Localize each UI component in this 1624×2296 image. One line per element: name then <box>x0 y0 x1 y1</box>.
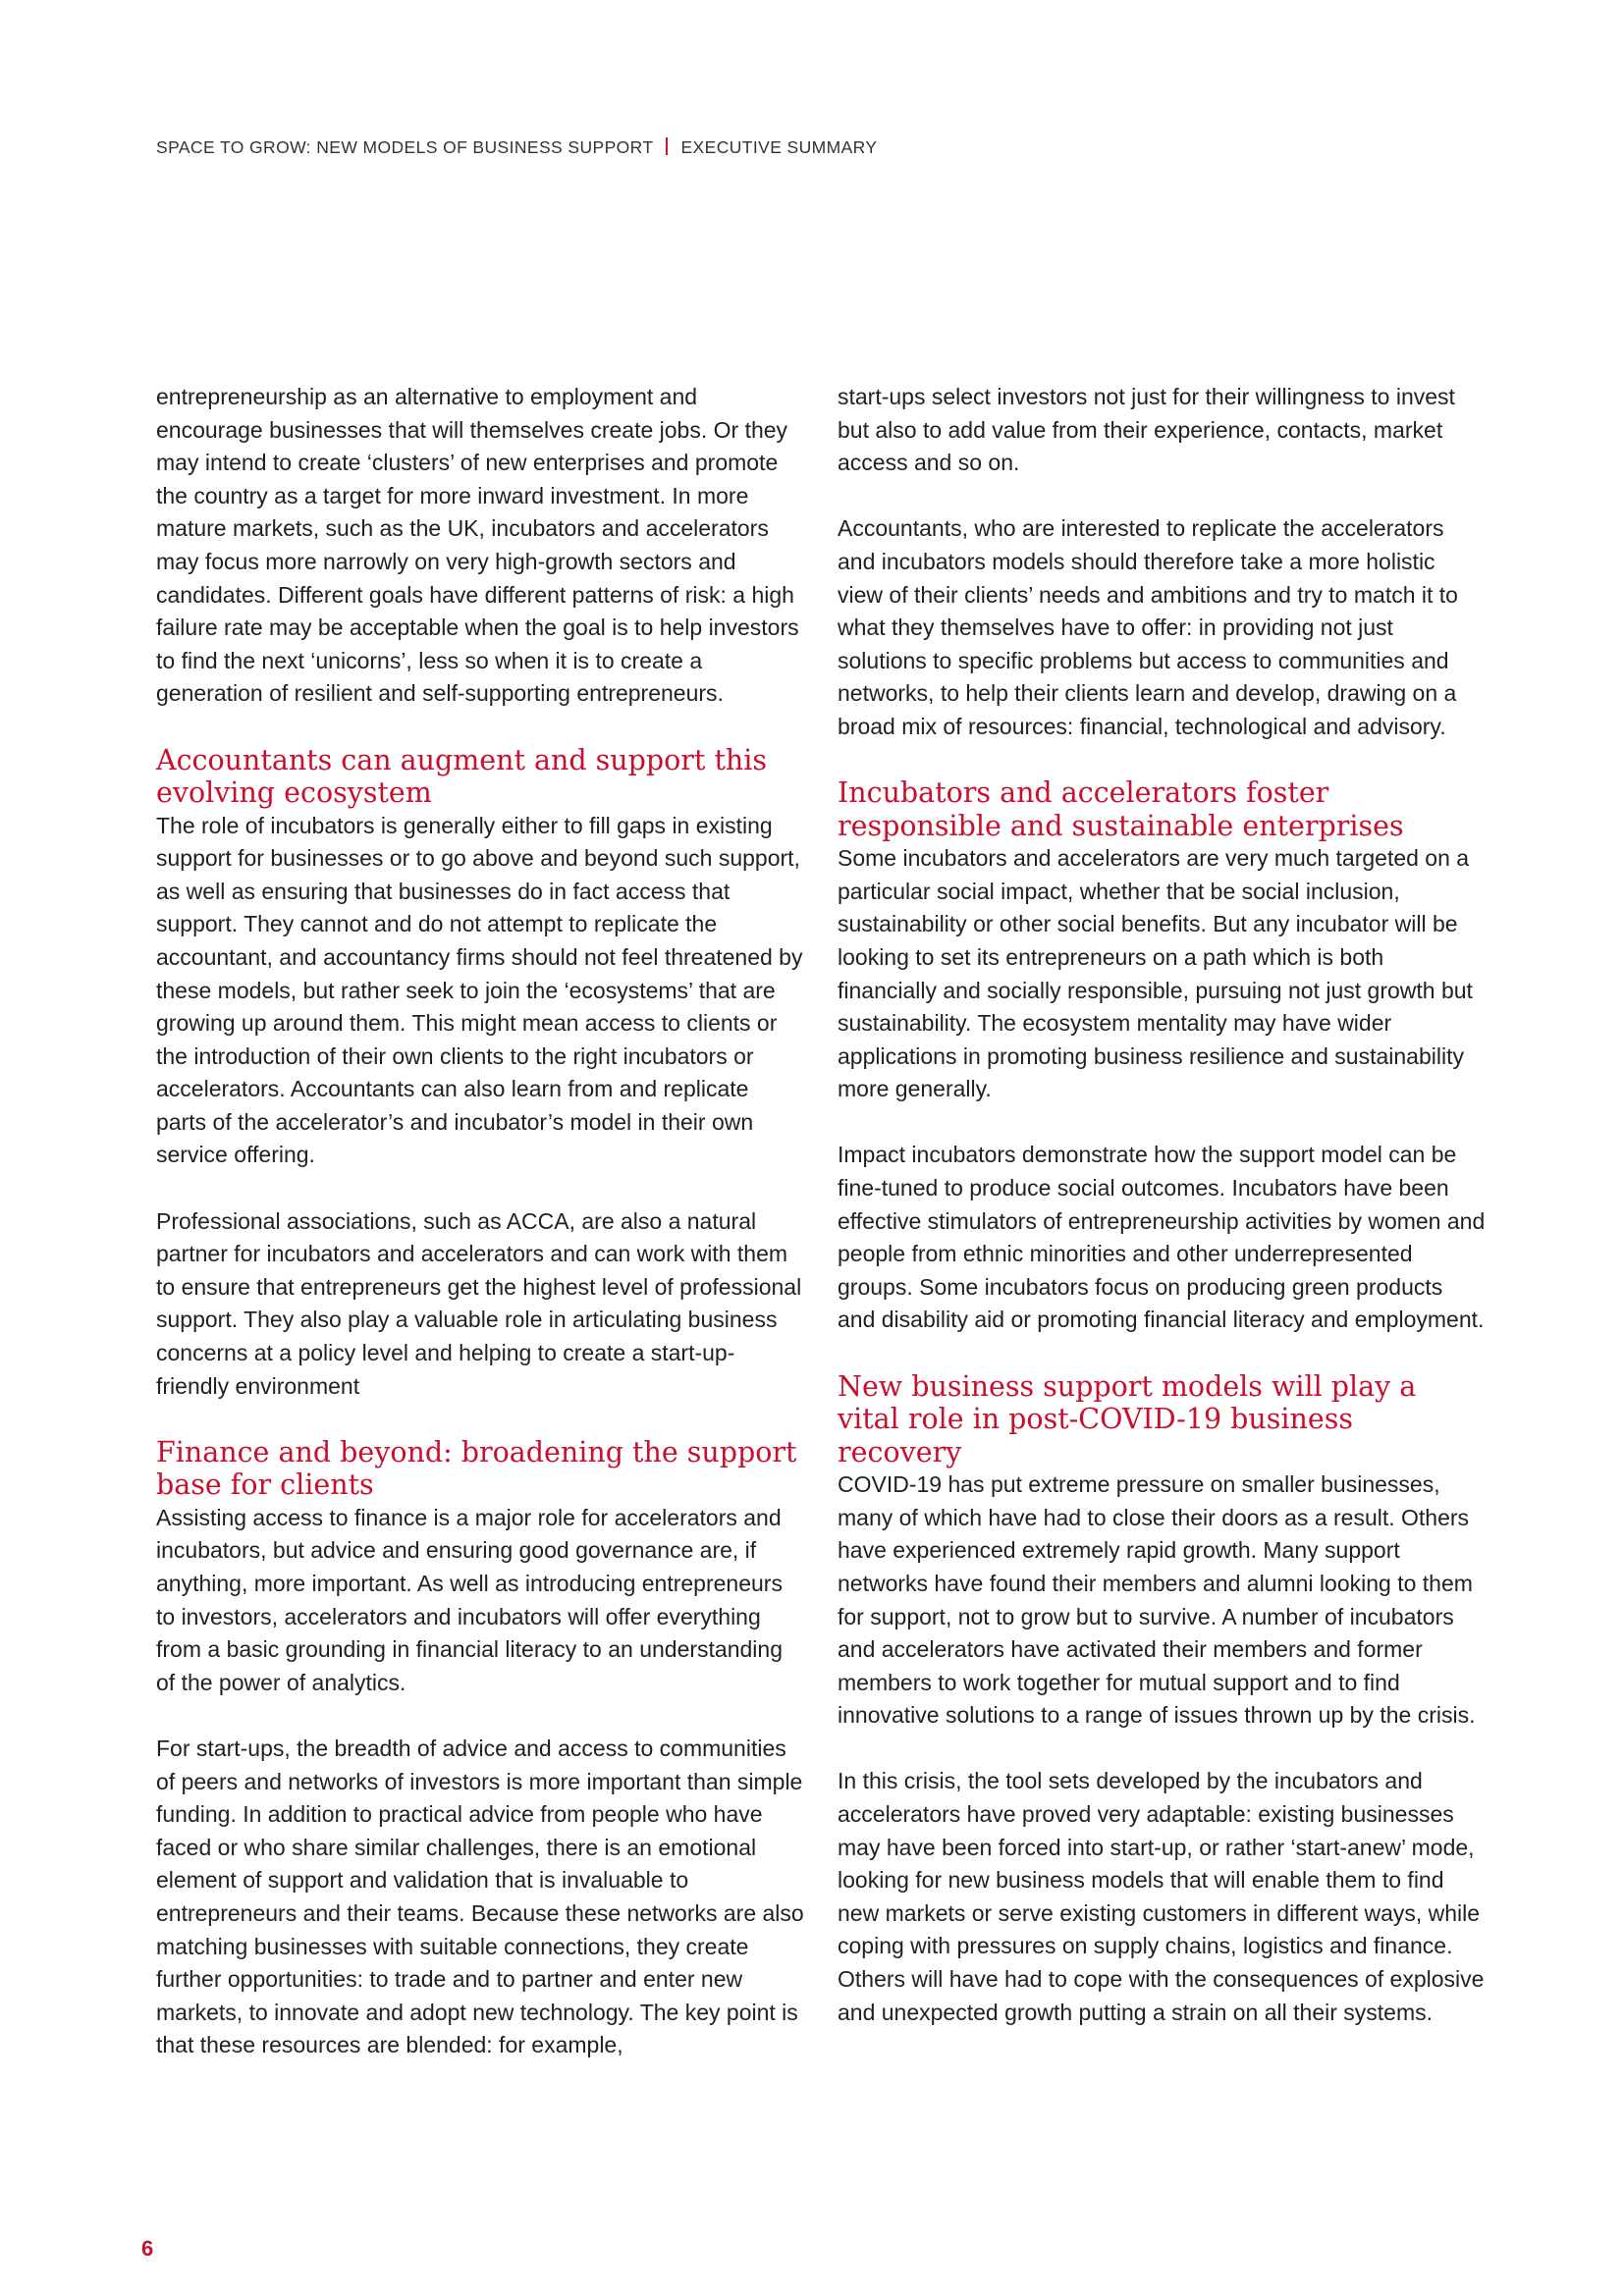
section-heading: Finance and beyond: broadening the support base for clients <box>156 1435 797 1502</box>
right-column <box>838 381 1486 2062</box>
paragraph: entrepreneurship as an alternative to employment and encourage businesses that will themselves create jobs. Or they may intend to create ‘clusters’ of new enterprises and promote the country as a target for more inward investment. In more mature markets, such as the UK, incubators and accelerators may focus more narrowly on very high-growth sectors and candidates. Different goals have different patterns of risk: a high failure rate may be acceptable when the goal is to help investors to find the next ‘unicorns’, less so when it is to create a generation of resilient and self-supporting entrepreneurs. <box>156 384 799 707</box>
paragraph: Some incubators and accelerators are very much targeted on a particular social impact, whether that be social inclusion, sustainability or other social benefits. But any incubator will be looking to set its entrepreneurs on a path which is both financially and socially responsible, pursuing not just growth but sustainability. The ecosystem mentality may have wider applications in promoting business resilience and sustainability more generally. <box>838 845 1473 1102</box>
paragraph: For start-ups, the breadth of advice and access to communities of peers and networks of investors is more important than simple funding. In addition to practical advice from people who have faced or who share similar challenges, there is an emotional element of support and validation that is invaluable to entrepreneurs and their teams. Because these networks are also matching businesses with suitable connections, they create further opportunities: to trade and to partner and enter new markets, to innovate and adopt new technology. The key point is that these resources are blended: for example, <box>156 1735 804 2058</box>
running-header <box>156 137 877 158</box>
paragraph: Professional associations, such as ACCA, are also a natural partner for incubators and accelerators and can work with them to ensure that entrepreneurs get the highest level of professional support. They also play a valuable role in articulating business concerns at a policy level and helping to create a start-up-friendly environment <box>156 1207 802 1399</box>
section-title: EXECUTIVE SUMMARY <box>680 137 878 157</box>
report-title: SPACE TO GROW: NEW MODELS OF BUSINESS SUPPORT <box>156 137 654 157</box>
paragraph: In this crisis, the tool sets developed by the incubators and accelerators have proved very adaptable: existing businesses may have been forced into start-up, or rather ‘start-anew’ mode, looking for new business models that will enable them to find new markets or serve existing customers in different ways, while coping with pressures on supply chains, logistics and finance. Others will have had to cope with the consequences of explosive and unexpected growth putting a strain on all their systems. <box>838 1768 1485 2025</box>
paragraph: start-ups select investors not just for their willingness to invest but also to add value from their experience, contacts, market access and so on. <box>838 384 1455 476</box>
section-heading: Accountants can augment and support this evolving ecosystem <box>156 743 767 810</box>
paragraph: The role of incubators is generally either to fill gaps in existing support for businesses or to go above and beyond such support, as well as ensuring that businesses do in fact access that support. They cannot and do not attempt to replicate the accountant, and accountancy firms should not feel threatened by these models, but rather seek to join the ‘ecosystems’ that are growing up around them. This might mean access to clients or the introduction of their own clients to the right incubators or accelerators. Accountants can also learn from and replicate parts of the accelerator’s and incubator’s model in their own service offering. <box>156 812 803 1168</box>
paragraph: Impact incubators demonstrate how the support model can be fine-tuned to produce social outcomes. Incubators have been effective stimulators of entrepreneurship activities by women and people from ethnic minorities and other underrepresented groups. Some incubators focus on producing green products and disability aid or promoting financial literacy and employment. <box>838 1142 1486 1333</box>
page-number: 6 <box>141 2236 154 2261</box>
section-heading: Incubators and accelerators foster responsible and sustainable enterprises <box>838 776 1404 842</box>
left-column <box>156 381 804 2096</box>
paragraph: Accountants, who are interested to replicate the accelerators and incubators models should therefore take a more holistic view of their clients’ needs and ambitions and try to match it to what they themselves have to offer: in providing not just solutions to specific problems but access to communities and networks, to help their clients learn and develop, drawing on a broad mix of resources: financial, technological and advisory. <box>838 515 1458 739</box>
section-heading: New business support models will play a vital role in post-COVID-19 business recovery <box>838 1369 1417 1468</box>
paragraph: COVID-19 has put extreme pressure on smaller businesses, many of which have had to close their doors as a result. Others have experienced extremely rapid growth. Many support networks have found their members and alumni looking to them for support, not to grow but to survive. A number of incubators and accelerators have activated their members and former members to work together for mutual support and to find innovative solutions to a range of issues thrown up by the crisis. <box>838 1471 1476 1729</box>
paragraph: Assisting access to finance is a major role for accelerators and incubators, but advice and ensuring good governance are, if anything, more important. As well as introducing entrepreneurs to investors, accelerators and incubators will offer everything from a basic grounding in financial literacy to an understanding of the power of analytics. <box>156 1504 783 1695</box>
header-divider <box>666 137 668 155</box>
